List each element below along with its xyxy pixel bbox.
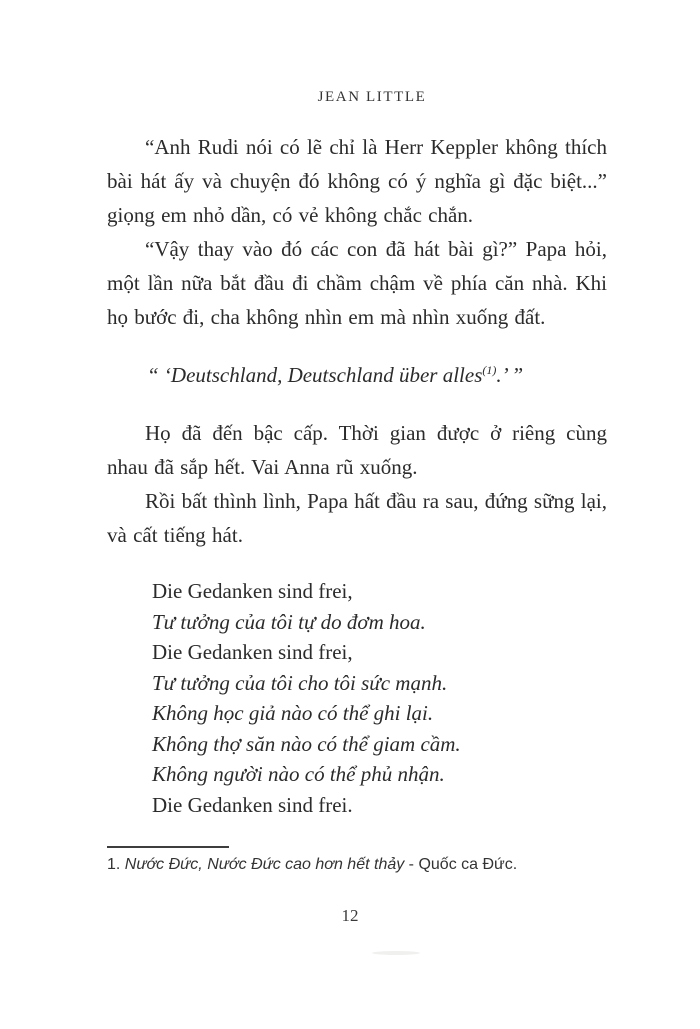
song-lyrics	[152, 576, 607, 820]
poem-line: Tư tưởng của tôi cho tôi sức mạnh.	[152, 670, 448, 695]
poem-line: Die Gedanken sind frei.	[152, 792, 353, 817]
running-head-author: JEAN LITTLE	[317, 89, 427, 105]
song-title-quote	[147, 358, 607, 392]
poem-line: Không học giả nào có thể ghi lại.	[152, 701, 434, 725]
poem-line: Không người nào có thể phủ nhận.	[152, 762, 445, 786]
footnote-area	[107, 846, 607, 875]
paragraph: “Anh Rudi nói có lẽ chỉ là Herr Keppler không thích bài hát ấy và chuyện đó không có ý nghĩa gì đặc biệt...” giọng em nhỏ dần, có vẻ không chắc chắn.	[107, 135, 607, 227]
paragraph: Họ đã đến bậc cấp. Thời gian được ở riêng cùng nhau đã sắp hết. Vai Anna rũ xuống.	[107, 421, 607, 479]
footnote-description: - Quốc ca Đức.	[404, 856, 518, 873]
footnote-title: Nước Đức, Nước Đức cao hơn hết thảy	[124, 856, 405, 873]
footnote-marker: 1.	[107, 856, 121, 873]
page-content	[107, 0, 607, 820]
footnote-reference: (1)	[482, 363, 497, 377]
song-title-closing: .’ ”	[496, 363, 524, 387]
paragraph: “Vậy thay vào đó các con đã hát bài gì?” Papa hỏi, một lần nữa bắt đầu đi chầm chậm về phía căn nhà. Khi họ bước đi, cha không nhìn em mà nhìn xuống đất.	[107, 237, 607, 329]
scan-artifact	[372, 951, 420, 955]
footnote-divider	[107, 846, 229, 848]
page-number: 12	[341, 906, 359, 925]
paragraph: Rồi bất thình lình, Papa hất đầu ra sau, đứng sững lại, và cất tiếng hát.	[107, 489, 607, 547]
poem-line: Die Gedanken sind frei,	[152, 640, 353, 664]
poem-line: Tư tưởng của tôi tự do đơm hoa.	[152, 609, 426, 634]
poem-line: Không thợ săn nào có thể giam cầm.	[152, 731, 461, 756]
song-title-text: “ ‘Deutschland, Deutschland über alles	[147, 363, 483, 387]
poem-line: Die Gedanken sind frei,	[152, 579, 353, 603]
footnote	[107, 855, 607, 875]
